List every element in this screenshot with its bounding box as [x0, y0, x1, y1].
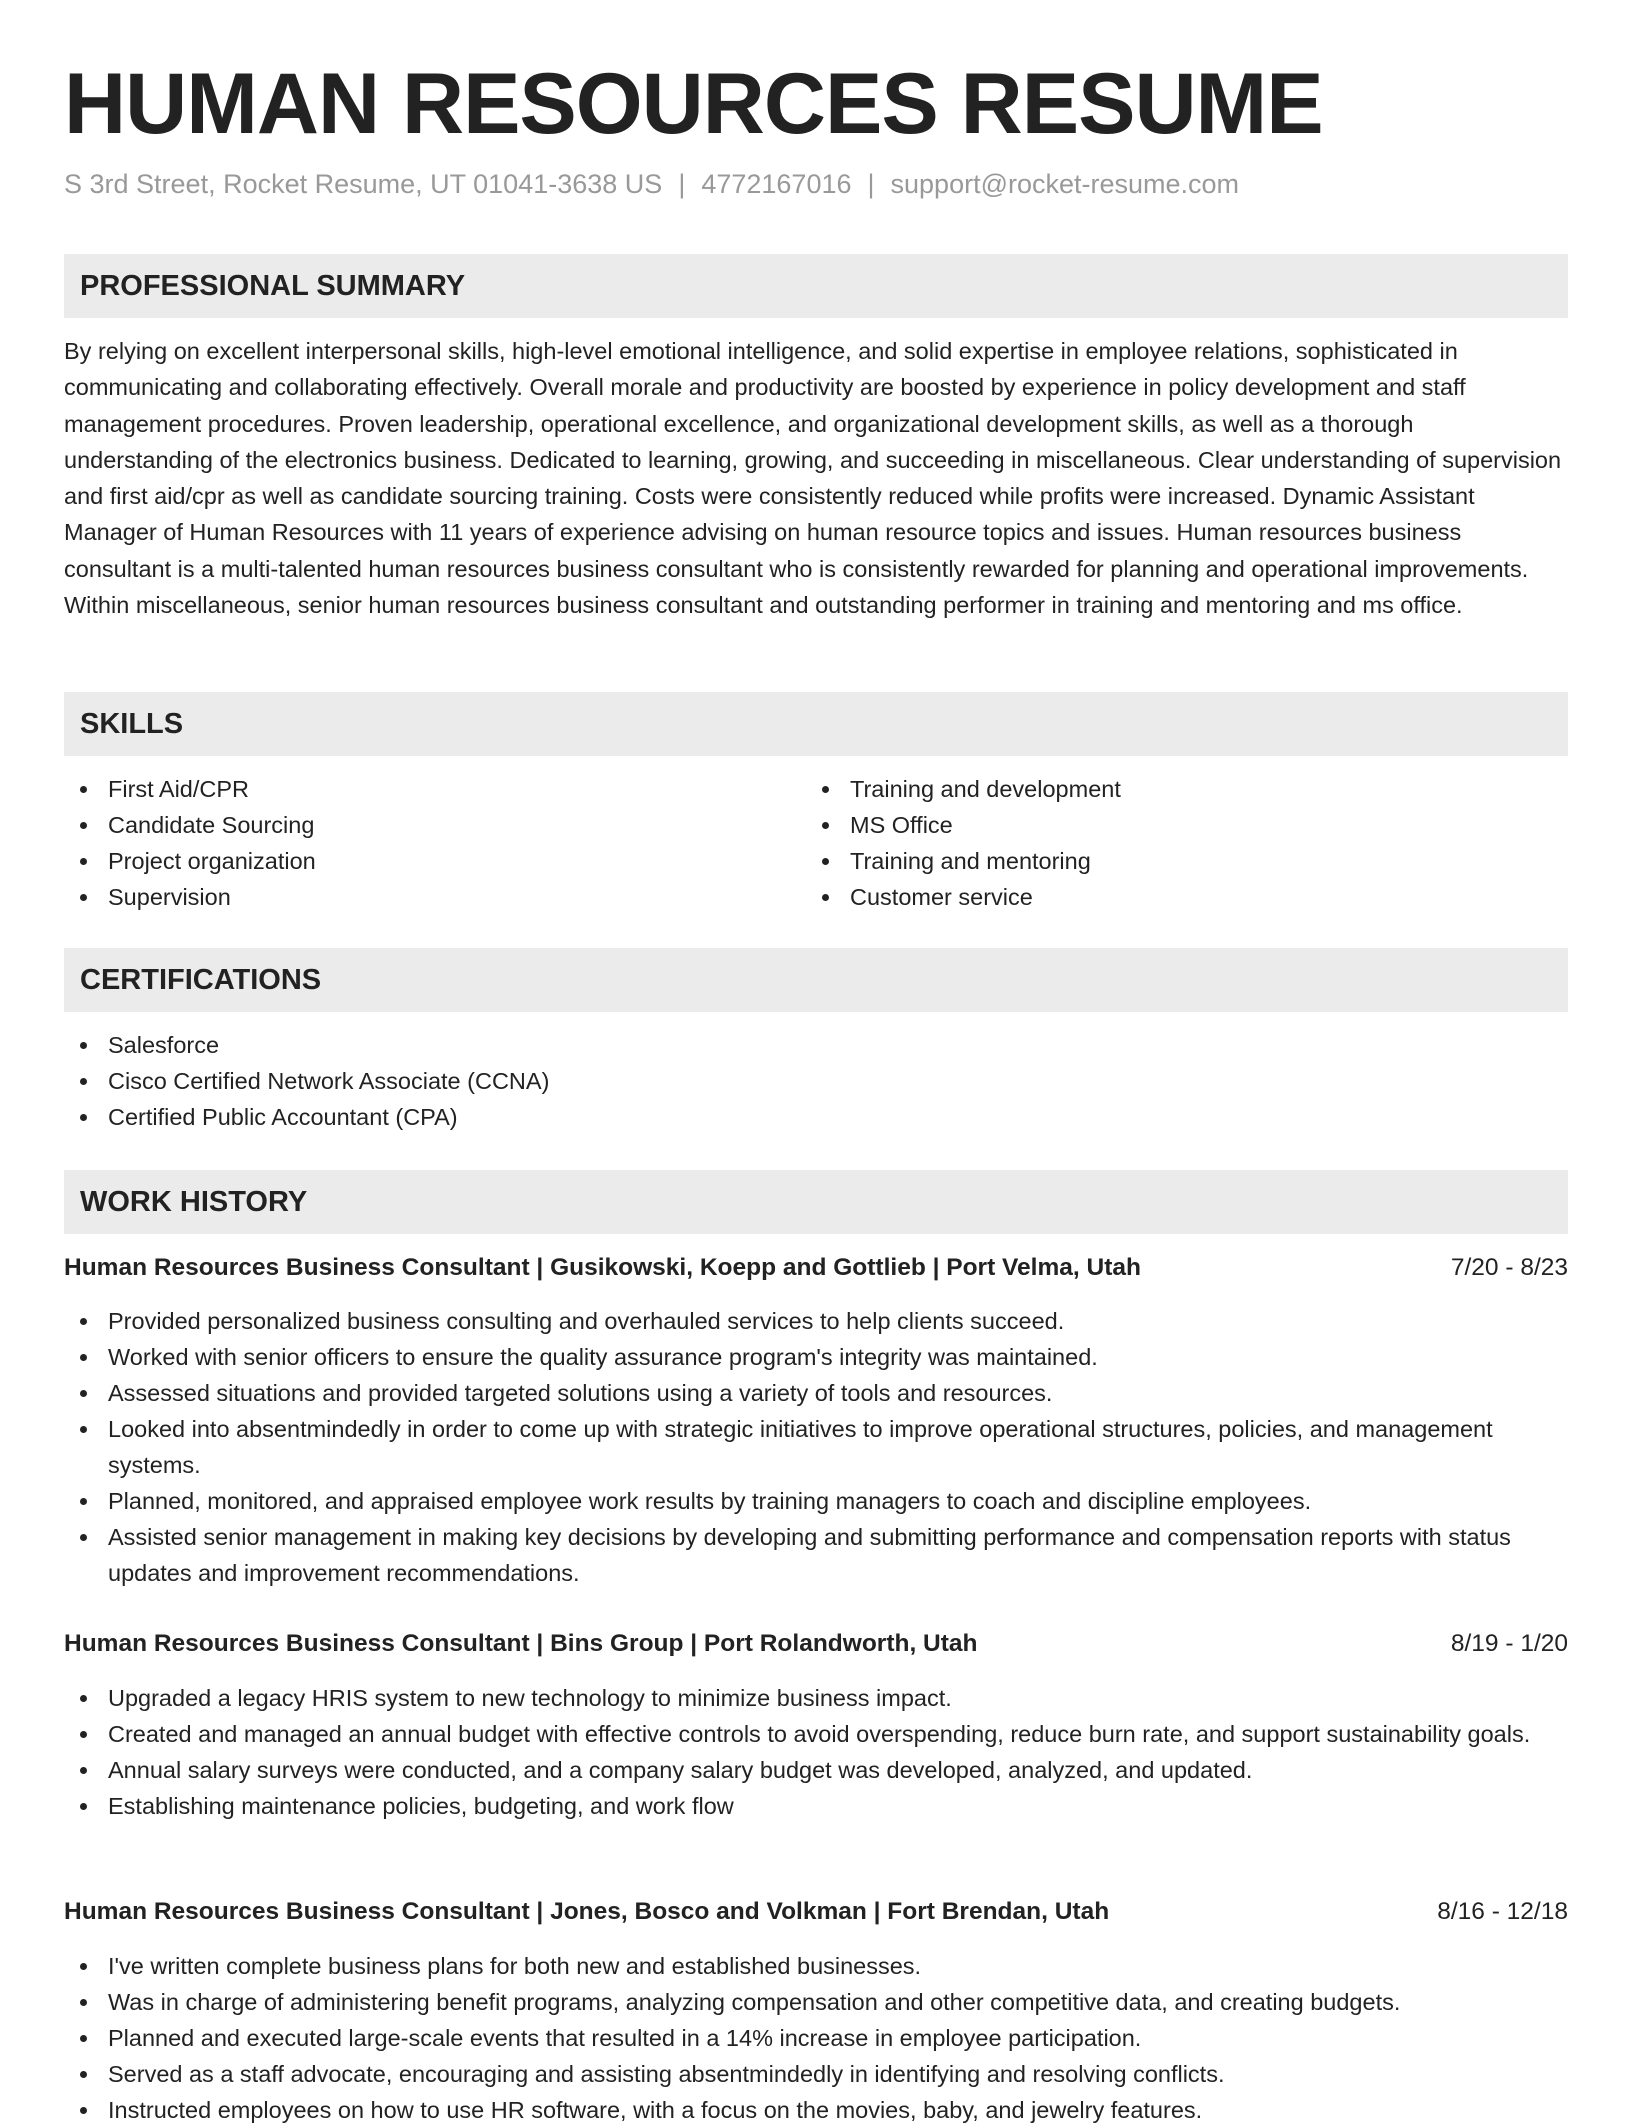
resume-name: HUMAN RESOURCES RESUME: [64, 56, 1323, 152]
summary-heading: PROFESSIONAL SUMMARY: [80, 270, 466, 302]
job-bullet: Instructed employees on how to use HR software, with a focus on the movies, baby, and jewelry features.: [64, 2092, 1568, 2128]
contact-line: [64, 166, 1239, 202]
job-bullet: Was in charge of administering benefit programs, analyzing compensation and other competitive data, and creating budgets.: [64, 1984, 1568, 2020]
job-bullet: Annual salary surveys were conducted, and a company salary budget was developed, analyzed, and updated.: [64, 1752, 1568, 1788]
summary-text: By relying on excellent interpersonal skills, high-level emotional intelligence, and solid expertise in employee relations, sophisticated in communicating and collaborating effectively. Overall morale and productivity are boosted by experience in policy development and staff management procedures. Proven leadership, operational excellence, and organizational development skills, as well as a thorough understanding of the electronics business. Dedicated to learning, growing, and succeeding in miscellaneous. Clear understanding of supervision and first aid/cpr as well as candidate sourcing training. Costs were consistently reduced while profits were increased. Dynamic Assistant Manager of Human Resources with 11 years of experience advising on human resource topics and issues. Human resources business consultant is a multi-talented human resources business consultant who is consistently rewarded for planning and operational improvements. Within miscellaneous, senior human resources business consultant and outstanding performer in training and mentoring and ms office.: [64, 338, 1562, 619]
job-title: Human Resources Business Consultant | Gusikowski, Koepp and Gottlieb | Port Velma, Utah: [64, 1254, 1141, 1281]
job-bullets: [64, 1680, 1568, 1824]
job-bullet: Worked with senior officers to ensure the quality assurance program's integrity was maintained.: [64, 1339, 1568, 1375]
job-bullets: [64, 1303, 1568, 1591]
job-dates: 7/20 - 8/23: [1450, 1254, 1568, 1281]
skills-list-right: [806, 771, 1546, 915]
contact-phone: 4772167016: [701, 169, 852, 199]
job-bullet: I've written complete business plans for both new and established businesses.: [64, 1948, 1568, 1984]
job-bullet: Assisted senior management in making key decisions by developing and submitting performance and compensation reports with status updates and improvement recommendations.: [64, 1519, 1568, 1591]
skill-item: Candidate Sourcing: [64, 807, 804, 843]
work-history-heading: WORK HISTORY: [80, 1186, 308, 1218]
certification-item: Cisco Certified Network Associate (CCNA): [64, 1063, 1568, 1099]
job-title: Human Resources Business Consultant | Bins Group | Port Rolandworth, Utah: [64, 1630, 978, 1657]
certifications-heading: CERTIFICATIONS: [80, 964, 322, 996]
job-bullet: Planned, monitored, and appraised employee work results by training managers to coach and discipline employees.: [64, 1483, 1568, 1519]
job-dates: 8/19 - 1/20: [1450, 1630, 1568, 1657]
job-title: Human Resources Business Consultant | Jones, Bosco and Volkman | Fort Brendan, Utah: [64, 1898, 1110, 1925]
skills-heading: SKILLS: [80, 708, 184, 740]
certification-item: Salesforce: [64, 1027, 1568, 1063]
skill-item: Project organization: [64, 843, 804, 879]
job-bullet: Served as a staff advocate, encouraging and assisting absentmindedly in identifying and resolving conflicts.: [64, 2056, 1568, 2092]
skill-item: Training and mentoring: [806, 843, 1546, 879]
certifications-list: [64, 1027, 1568, 1135]
contact-separator: |: [678, 169, 686, 199]
summary-heading-bar: [64, 254, 1568, 318]
job-bullet: Upgraded a legacy HRIS system to new technology to minimize business impact.: [64, 1680, 1568, 1716]
work-history-heading-bar: [64, 1170, 1568, 1234]
skill-item: First Aid/CPR: [64, 771, 804, 807]
contact-separator: |: [867, 169, 875, 199]
job-bullet: Provided personalized business consulting and overhauled services to help clients succeed.: [64, 1303, 1568, 1339]
certification-item: Certified Public Accountant (CPA): [64, 1099, 1568, 1135]
job-dates: 8/16 - 12/18: [1437, 1898, 1568, 1925]
certifications-heading-bar: [64, 948, 1568, 1012]
job-bullet: Created and managed an annual budget with effective controls to avoid overspending, reduce burn rate, and support sustainability goals.: [64, 1716, 1568, 1752]
skills-list-left: [64, 771, 804, 915]
skill-item: Customer service: [806, 879, 1546, 915]
job-bullet: Planned and executed large-scale events that resulted in a 14% increase in employee participation.: [64, 2020, 1568, 2056]
skills-heading-bar: [64, 692, 1568, 756]
job-bullet: Looked into absentmindedly in order to come up with strategic initiatives to improve operational structures, policies, and management systems.: [64, 1411, 1568, 1483]
contact-email: support@rocket-resume.com: [890, 169, 1240, 199]
job-bullets: [64, 1948, 1568, 2128]
job-bullet: Establishing maintenance policies, budgeting, and work flow: [64, 1788, 1568, 1824]
skill-item: Supervision: [64, 879, 804, 915]
job-bullet: Assessed situations and provided targeted solutions using a variety of tools and resources.: [64, 1375, 1568, 1411]
contact-address: S 3rd Street, Rocket Resume, UT 01041-3638 US: [64, 169, 663, 199]
skill-item: MS Office: [806, 807, 1546, 843]
skill-item: Training and development: [806, 771, 1546, 807]
